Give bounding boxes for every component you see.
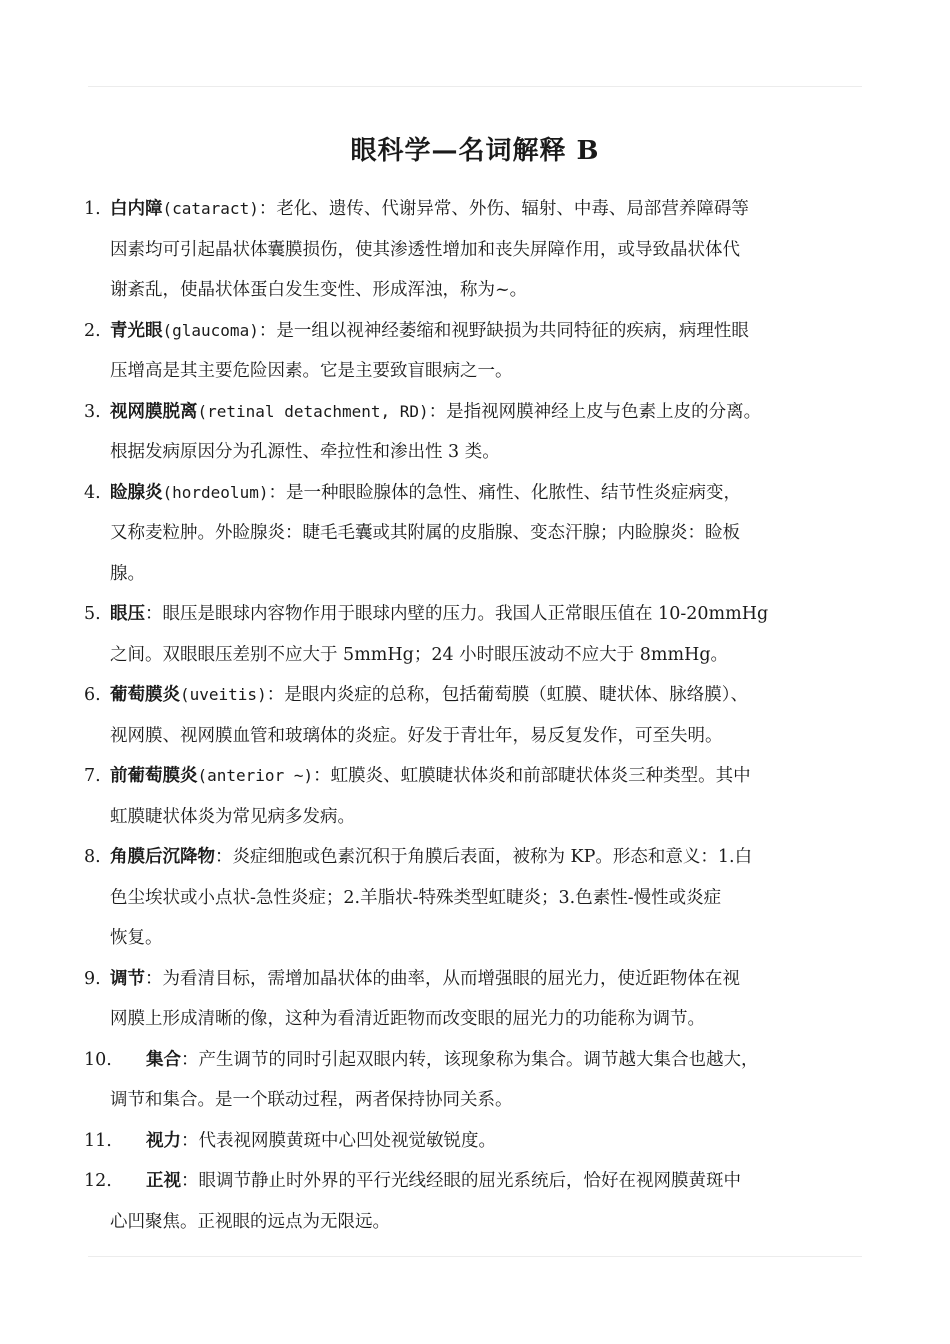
definition-text: 压增高是其主要危险因素。它是主要致盲眼病之一。 (110, 361, 513, 381)
header-divider (88, 86, 862, 87)
term-label: 眼压 (110, 604, 145, 624)
definition-text: 调节和集合。是一个联动过程，两者保持协同关系。 (110, 1090, 513, 1110)
glossary-item (84, 837, 876, 959)
item-line (110, 594, 876, 635)
definition-text: ：炎症细胞或色素沉积于角膜后表面，被称为 KP。形态和意义：1.白 (215, 847, 753, 867)
item-line (110, 837, 876, 878)
glossary-item (84, 392, 876, 473)
term-english: (hordeolum) (162, 482, 269, 502)
definition-text: 网膜上形成清晰的像，这种为看清近距物而改变眼的屈光力的功能称为调节。 (110, 1009, 705, 1029)
definition-text: ：眼调节静止时外界的平行光线经眼的屈光系统后，恰好在视网膜黄斑中 (181, 1171, 741, 1191)
definition-text: 心凹聚焦。正视眼的远点为无限远。 (110, 1211, 390, 1232)
glossary-item (84, 594, 876, 675)
glossary-item (84, 311, 876, 392)
term-label: 调节 (110, 968, 145, 989)
definition-text: 之间。双眼眼压差别不应大于 5mmHg；24 小时眼压波动不应大于 8mmHg。 (110, 644, 729, 665)
term-label: 视力 (146, 1130, 181, 1151)
item-line (110, 1202, 876, 1243)
item-number: 9. (84, 968, 101, 989)
term-english: (glaucoma) (162, 320, 259, 340)
item-line (110, 1161, 876, 1202)
item-line (110, 392, 876, 433)
item-number: 10. (84, 1049, 112, 1070)
term-english: (retinal detachment, RD) (197, 401, 429, 421)
term-label: 睑腺炎 (110, 482, 163, 503)
definition-text: ：是一种眼睑腺体的急性、痛性、化脓性、结节性炎症病变， (268, 482, 741, 503)
glossary-item (84, 959, 876, 1040)
footer-divider (88, 1256, 862, 1257)
definition-text: ：为看清目标，需增加晶状体的曲率，从而增强眼的屈光力，使近距物体在视 (145, 968, 740, 989)
item-number: 6. (84, 685, 101, 705)
term-label: 葡萄膜炎 (110, 685, 180, 705)
item-number: 2. (84, 320, 101, 341)
item-line (110, 432, 876, 473)
item-line (110, 635, 876, 676)
definition-text: 虹膜睫状体炎为常见病多发病。 (110, 806, 355, 827)
definition-text: 视网膜、视网膜血管和玻璃体的炎症。好发于青壮年，易反复发作，可至失明。 (110, 725, 723, 746)
item-line (110, 230, 876, 271)
item-line (110, 473, 876, 514)
term-label: 集合 (146, 1049, 181, 1070)
definition-text: 根据发病原因分为孔源性、牵拉性和渗出性 3 类。 (110, 442, 500, 462)
glossary-item (84, 1121, 876, 1162)
definition-text: ：是眼内炎症的总称，包括葡萄膜（虹膜、睫状体、脉络膜）、 (266, 685, 748, 705)
item-line (110, 270, 876, 311)
term-label: 角膜后沉降物 (110, 847, 215, 867)
item-number: 12. (84, 1171, 112, 1191)
item-line (110, 554, 876, 595)
term-label: 前葡萄膜炎 (110, 766, 198, 786)
definition-text: 色尘埃状或小点状-急性炎症；2.羊脂状-特殊类型虹睫炎；3.色素性-慢性或炎症 (110, 887, 722, 908)
item-number: 7. (84, 766, 101, 786)
item-line (110, 1121, 876, 1162)
definition-text: 又称麦粒肿。外睑腺炎：睫毛毛囊或其附属的皮脂腺、变态汗腺；内睑腺炎：睑板 (110, 523, 740, 543)
page-title: 眼科学—名词解释 B (350, 136, 600, 167)
item-line (110, 918, 876, 959)
item-line (110, 513, 876, 554)
item-number: 11. (84, 1130, 112, 1151)
item-line (110, 716, 876, 757)
term-label: 白内障 (110, 199, 163, 219)
glossary-item (84, 1040, 876, 1121)
definition-text: 因素均可引起晶状体囊膜损伤，使其渗透性增加和丧失屏障作用，或导致晶状体代 (110, 239, 740, 260)
item-line (110, 878, 876, 919)
definition-text: ：虹膜炎、虹膜睫状体炎和前部睫状体炎三种类型。其中 (313, 766, 751, 786)
item-line (110, 999, 876, 1040)
glossary-item (84, 675, 876, 756)
item-number: 8. (84, 847, 101, 867)
item-line (110, 1040, 876, 1081)
item-number: 1. (84, 199, 101, 219)
item-line (110, 756, 876, 797)
definition-text: 腺。 (110, 563, 145, 584)
glossary-item (84, 189, 876, 311)
item-line (110, 351, 876, 392)
item-number: 3. (84, 401, 101, 422)
definition-text: 恢复。 (110, 928, 163, 948)
term-label: 视网膜脱离 (110, 401, 198, 422)
definition-text: 谢紊乱，使晶状体蛋白发生变性、形成浑浊，称为~。 (110, 280, 528, 300)
glossary-list (84, 189, 876, 1242)
item-line (110, 797, 876, 838)
glossary-item (84, 756, 876, 837)
term-english: (uveitis) (180, 685, 267, 704)
term-label: 正视 (146, 1171, 181, 1191)
definition-text: ：是指视网膜神经上皮与色素上皮的分离。 (428, 401, 762, 422)
item-number: 5. (84, 604, 101, 624)
item-number: 4. (84, 482, 101, 503)
definition-text: ：眼压是眼球内容物作用于眼球内壁的压力。我国人正常眼压值在 10-20mmHg (145, 604, 769, 624)
term-english: (cataract) (162, 199, 259, 218)
definition-text: ：产生调节的同时引起双眼内转，该现象称为集合。调节越大集合也越大， (181, 1049, 759, 1070)
item-line (110, 1080, 876, 1121)
term-label: 青光眼 (110, 320, 163, 341)
glossary-item (84, 473, 876, 595)
definition-text: ：老化、遗传、代谢异常、外伤、辐射、中毒、局部营养障碍等 (258, 199, 749, 219)
item-line (110, 959, 876, 1000)
item-line (110, 311, 876, 352)
definition-text: ：是一组以视神经萎缩和视野缺损为共同特征的疾病，病理性眼 (258, 320, 749, 341)
item-line (110, 189, 876, 230)
term-english: (anterior ~) (197, 766, 314, 785)
glossary-item (84, 1161, 876, 1242)
definition-text: ：代表视网膜黄斑中心凹处视觉敏锐度。 (181, 1130, 496, 1151)
item-line (110, 675, 876, 716)
